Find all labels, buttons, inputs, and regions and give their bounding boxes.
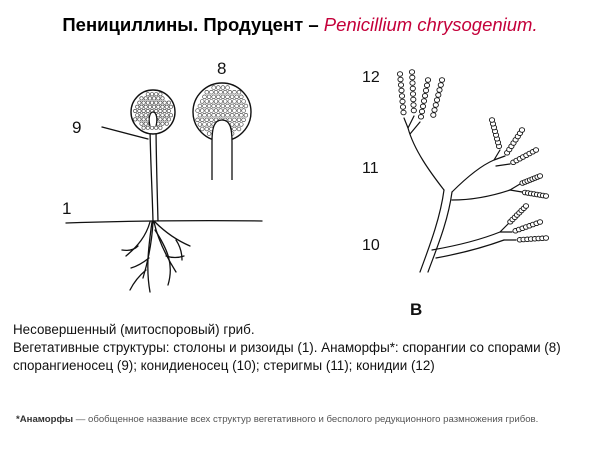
spore [165,122,168,125]
spore [207,123,211,127]
spore [228,90,232,94]
label-1: 1 [62,199,72,218]
conidium [433,103,438,108]
sporangium-large [193,83,251,180]
spore [150,101,153,104]
spore [230,95,234,99]
spore [226,95,230,99]
spore [142,109,145,112]
spore [212,104,216,108]
spore [233,109,237,113]
spore [138,109,141,112]
spore [142,118,145,121]
spore [216,113,220,117]
label-8: 8 [217,59,227,78]
spore [239,95,243,99]
conidium [425,78,430,83]
label-12: 12 [362,69,380,86]
label-10: 10 [362,237,380,254]
spore [157,114,160,117]
conidium [421,99,426,104]
spore [210,100,214,104]
label-b: B [410,300,423,319]
spore [230,113,234,117]
spore [200,100,204,104]
spore [152,97,155,100]
conidium [419,109,424,114]
spore [237,109,241,113]
spore [205,118,209,122]
spore [233,118,237,122]
spore [242,109,246,113]
conidium [411,97,416,102]
spore [212,95,216,99]
conidium [489,118,494,123]
spore [140,105,143,108]
spore [163,101,166,104]
spore [235,123,239,127]
spore [161,122,164,125]
spore [144,114,147,117]
spore [165,105,168,108]
caption-line-2: Вегетативные структуры: столоны и ризоиды (1). Анаморфы*: спорангии со спорами (8) [13,340,561,355]
spore [155,126,158,129]
penicillium-diagram [0,50,600,320]
spore [140,97,143,100]
spore [161,105,164,108]
spore [223,109,227,113]
conidium [398,77,403,82]
spore [219,90,223,94]
spore [146,109,149,112]
spore [221,104,225,108]
spore [239,104,243,108]
spore [198,113,202,117]
spore [146,93,149,96]
spore [235,113,239,117]
spore [134,109,137,112]
conidium [422,94,427,99]
spore [159,93,162,96]
spore [205,127,209,131]
spore [148,105,151,108]
caption [13,321,593,375]
spore [159,109,162,112]
spore [196,109,200,113]
spore [200,118,204,122]
conidium [537,220,542,225]
footnote-text: — обобщенное название всех структур вегетативного и бесполого редукционного размножения грибов. [73,414,539,425]
conidium [411,103,416,108]
sporangiophore [150,124,153,221]
spore [167,101,170,104]
spore [155,93,158,96]
spore [223,90,227,94]
spore [242,100,246,104]
spore [152,105,155,108]
conidium [399,94,404,99]
spore [198,123,202,127]
footnote-term: *Анаморфы [16,414,74,425]
spore [161,114,164,117]
conidium [519,128,524,133]
conidium [424,83,429,88]
conidium [537,174,542,179]
spore [223,100,227,104]
rhizoids [122,222,190,292]
spore [226,86,230,90]
spore [219,109,223,113]
spore [214,100,218,104]
spore [239,123,243,127]
conidium [410,75,415,80]
spore [138,101,141,104]
conidium [432,108,437,113]
spore [244,104,248,108]
conidium [431,113,436,118]
spore [146,126,149,129]
penicillus [404,116,522,272]
spore [221,86,225,90]
conidium [400,99,405,104]
spore [226,113,230,117]
title-species: Penicillium chrysogenium. [323,14,538,35]
spore [200,109,204,113]
conidium [397,72,402,77]
spore [200,127,204,131]
spore [144,122,147,125]
spore [161,97,164,100]
spore [138,118,141,121]
conidium [439,78,444,83]
conidium [398,83,403,88]
spore [140,114,143,117]
spore [163,118,166,121]
spore [150,126,153,129]
spore [144,97,147,100]
spore [226,104,230,108]
spore [237,100,241,104]
sporangium-small [131,90,175,134]
spore [207,113,211,117]
conidium [401,110,406,115]
conidium [400,105,405,110]
spore [196,118,200,122]
spore [163,109,166,112]
spore [205,100,209,104]
spore [146,101,149,104]
spore [207,132,211,136]
spore [203,95,207,99]
conidium [410,81,415,86]
conidium [418,115,423,120]
conidium [437,88,442,93]
spore [228,109,232,113]
spore [244,113,248,117]
spore [230,123,234,127]
spore [214,90,218,94]
spore [205,109,209,113]
spore [219,100,223,104]
spore [159,101,162,104]
spore [203,113,207,117]
spore [134,118,137,121]
conidium [423,88,428,93]
conidium [543,194,548,199]
stolon [66,221,262,223]
spore [237,127,241,131]
spore [144,105,147,108]
spore [221,113,225,117]
conidium [410,86,415,91]
conidium [410,92,415,97]
caption-line-1: Несовершенный (митоспоровый) гриб. [13,322,255,337]
title-prefix: Пенициллины. Продуцент – [62,14,324,35]
conidium [409,70,414,75]
spore [210,109,214,113]
caption-line-3: спорангиеносец (9); конидиеносец (10); стеригмы (11); конидии (12) [13,358,435,373]
spore [237,118,241,122]
spore [136,114,139,117]
conidium [411,108,416,113]
spore [148,97,151,100]
conidium [436,93,441,98]
spore [205,90,209,94]
spore [136,105,139,108]
page-title [0,14,600,36]
spore [159,126,162,129]
conidium [543,236,548,241]
spore [142,101,145,104]
spore [230,104,234,108]
spore [159,118,162,121]
conidium [438,83,443,88]
spore [221,95,225,99]
spore [167,109,170,112]
conidium [523,204,528,209]
spore [216,104,220,108]
label-9: 9 [72,118,82,137]
spore [239,113,243,117]
spore [167,118,170,121]
spore [150,93,153,96]
footnote [16,414,586,425]
conidium [420,104,425,109]
spore [140,122,143,125]
conidium [434,98,439,103]
spore [216,86,220,90]
spore [207,104,211,108]
spore [216,95,220,99]
spore [214,109,218,113]
spore [242,118,246,122]
spore [210,90,214,94]
spore [228,118,232,122]
spore [203,123,207,127]
spore [157,105,160,108]
spore [203,104,207,108]
spore [198,104,202,108]
spore [237,90,241,94]
spore [212,113,216,117]
spore [142,126,145,129]
spore [233,90,237,94]
spore [233,100,237,104]
spore [235,95,239,99]
spore [212,86,216,90]
spore [210,118,214,122]
spore [169,105,172,108]
spore [233,127,237,131]
spore [169,114,172,117]
spore [235,104,239,108]
spore [207,95,211,99]
spore [228,100,232,104]
conidium [533,148,538,153]
label-11: 11 [362,160,379,177]
spore [155,101,158,104]
conidium [399,88,404,93]
spore [165,114,168,117]
spore [157,97,160,100]
